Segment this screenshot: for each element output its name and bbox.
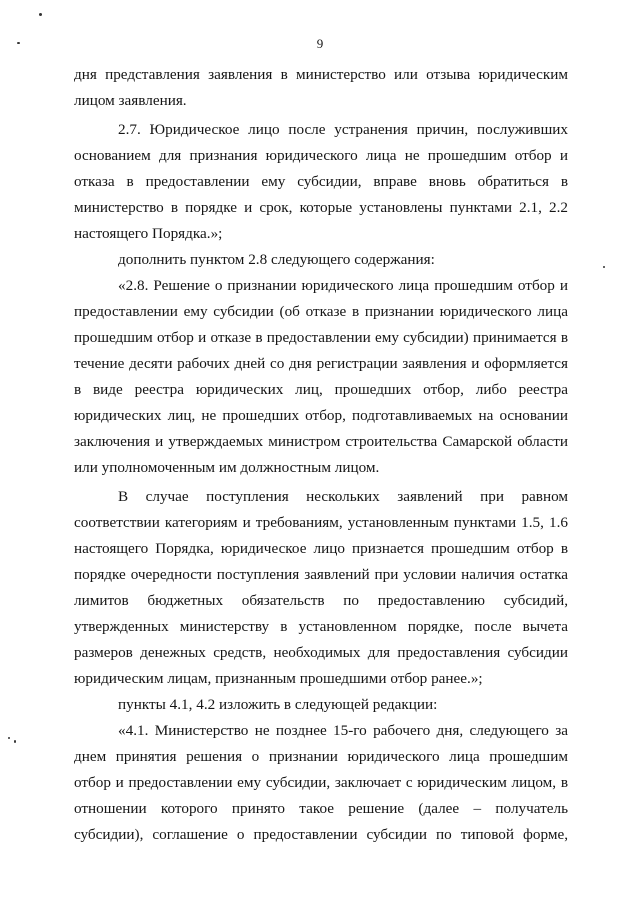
- text-line: порядке очередности поступления заявлений при условии наличия остатка: [74, 566, 568, 583]
- text-line: заключения и утверждаемых министром строительства Самарской области: [74, 433, 568, 450]
- text-line: лицом заявления.: [74, 92, 187, 109]
- text-line: юридических лиц, не прошедших отбор, подготавливаемых на основании: [74, 407, 568, 424]
- paragraph-first-line: пункты 4.1, 4.2 изложить в следующей редакции:: [118, 696, 438, 713]
- text-line: юридическим лицам, признанным прошедшими отбор ранее.»;: [74, 670, 483, 687]
- paragraph-first-line: 2.7. Юридическое лицо после устранения причин, послуживших: [118, 121, 568, 138]
- scan-speck: [8, 737, 10, 739]
- scan-speck: [603, 266, 605, 268]
- text-line: или уполномоченным им должностным лицом.: [74, 459, 380, 476]
- paragraph-first-line: дополнить пунктом 2.8 следующего содержания:: [118, 251, 435, 268]
- text-line: размеров денежных средств, необходимых для предоставления субсидии: [74, 644, 568, 661]
- text-line: в виде реестра юридических лиц, прошедших отбор, либо реестра: [74, 381, 568, 398]
- text-line: отбор и предоставлении ему субсидии, заключает с юридическим лицом, в: [74, 774, 568, 791]
- text-line: настоящего Порядка, юридическое лицо признается прошедшим отбор в: [74, 540, 568, 557]
- text-line: министерство в порядке и срок, которые установлены пунктами 2.1, 2.2: [74, 199, 568, 216]
- text-line: отказа в предоставлении ему субсидии, вправе вновь обратиться в: [74, 173, 568, 190]
- text-line: соответствии категориям и требованиям, установленным пунктами 1.5, 1.6: [74, 514, 568, 531]
- paragraph-first-line: В случае поступления нескольких заявлений при равном: [118, 488, 568, 505]
- text-line: дня представления заявления в министерство или отзыва юридическим: [74, 66, 568, 83]
- text-line: отношении которого принято такое решение (далее – получатель: [74, 800, 568, 817]
- paragraph-first-line: «2.8. Решение о признании юридического лица прошедшим отбор и: [118, 277, 568, 294]
- scan-speck: [39, 13, 42, 16]
- text-line: лимитов бюджетных обязательств по предоставлению субсидий,: [74, 592, 568, 609]
- text-line: предоставлении ему субсидии (об отказе в признании юридического лица: [74, 303, 568, 320]
- text-line: днем принятия решения о признании юридического лица прошедшим: [74, 748, 568, 765]
- text-line: настоящего Порядка.»;: [74, 225, 223, 242]
- scan-speck: [14, 740, 16, 743]
- text-line: течение десяти рабочих дней со дня регистрации заявления и оформляется: [74, 355, 568, 372]
- text-line: основанием для признания юридического лица не прошедшим отбор и: [74, 147, 568, 164]
- text-line: прошедшим отбор и отказе в предоставлении ему субсидии) принимается в: [74, 329, 568, 346]
- text-line: субсидии), соглашение о предоставлении субсидии по типовой форме,: [74, 826, 568, 843]
- page-number: 9: [316, 36, 324, 51]
- text-line: утвержденных министерству в установленном порядке, после вычета: [74, 618, 568, 635]
- paragraph-first-line: «4.1. Министерство не позднее 15-го рабочего дня, следующего за: [118, 722, 568, 739]
